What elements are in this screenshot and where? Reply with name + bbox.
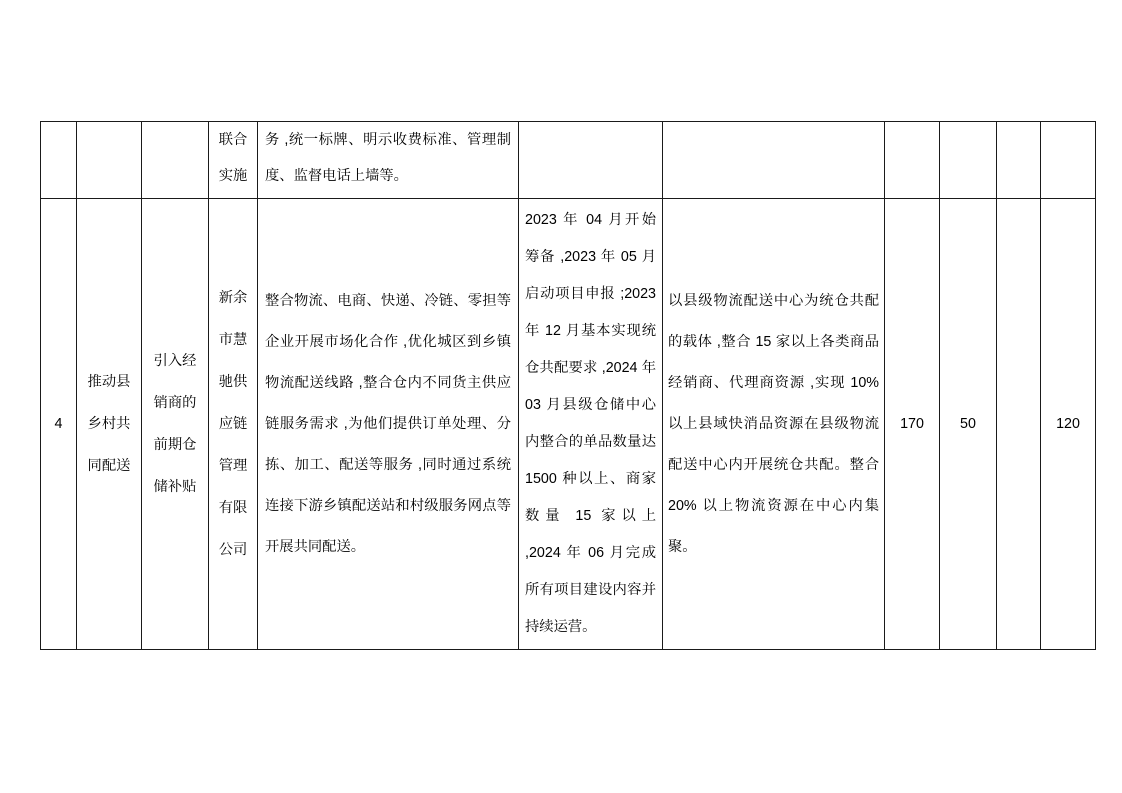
- cont-amount-total-cell: [885, 122, 940, 199]
- project-name-cell: 推动县乡村共同配送: [77, 199, 142, 650]
- cont-measure-cell: [142, 122, 209, 199]
- cont-target-cell: [663, 122, 885, 199]
- cont-seq-cell: [41, 122, 77, 199]
- support-mode-cell: 引入经销商的前期仓储补贴: [142, 199, 209, 650]
- cont-amount-1-cell: [940, 122, 997, 199]
- amount-2-cell: [997, 199, 1041, 650]
- build-content-cell: 整合物流、电商、快递、冷链、零担等企业开展市场化合作 ,优化城区到乡镇物流配送线路 ,整合仓内不同货主供应链服务需求 ,为他们提供订单处理、分拣、加工、配送等服务 ,同时通过系统连接下游乡镇配送站和村级服务网点等开展共同配送。: [258, 199, 519, 650]
- table-row-continuation: [41, 122, 1096, 199]
- target-cell: 以县级物流配送中心为统仓共配的载体 ,整合 15 家以上各类商品经销商、代理商资源 ,实现 10% 以上县域快消品资源在县级物流配送中心内开展统仓共配。整合 20% 以上物流资源在中心内集聚。: [663, 199, 885, 650]
- amount-total-cell: 170: [885, 199, 940, 650]
- cont-amount-2-cell: [997, 122, 1041, 199]
- cont-project-cell: [77, 122, 142, 199]
- amount-1-cell: 50: [940, 199, 997, 650]
- cont-schedule-cell: [519, 122, 663, 199]
- amount-3-cell: 120: [1041, 199, 1096, 650]
- table-row-project-4: [41, 199, 1096, 650]
- company-cell: 新余市慧驰供应链管理有限公司: [209, 199, 258, 650]
- project-table: [40, 121, 1096, 650]
- schedule-cell: 2023 年 04 月开始筹备 ,2023 年 05 月启动项目申报 ;2023 年 12 月基本实现统仓共配要求 ,2024 年 03 月县级仓储中心内整合的单品数量达 1500 种以上、商家数量 15 家以上 ,2024 年 06 月完成所有项目建设内容并持续运营。: [519, 199, 663, 650]
- cont-content-fragment: 务 ,统一标牌、明示收费标准、管理制度、监督电话上墙等。: [258, 122, 519, 199]
- seq-cell: 4: [41, 199, 77, 650]
- cont-amount-3-cell: [1041, 122, 1096, 199]
- cont-company-fragment: 联合实施: [209, 122, 258, 199]
